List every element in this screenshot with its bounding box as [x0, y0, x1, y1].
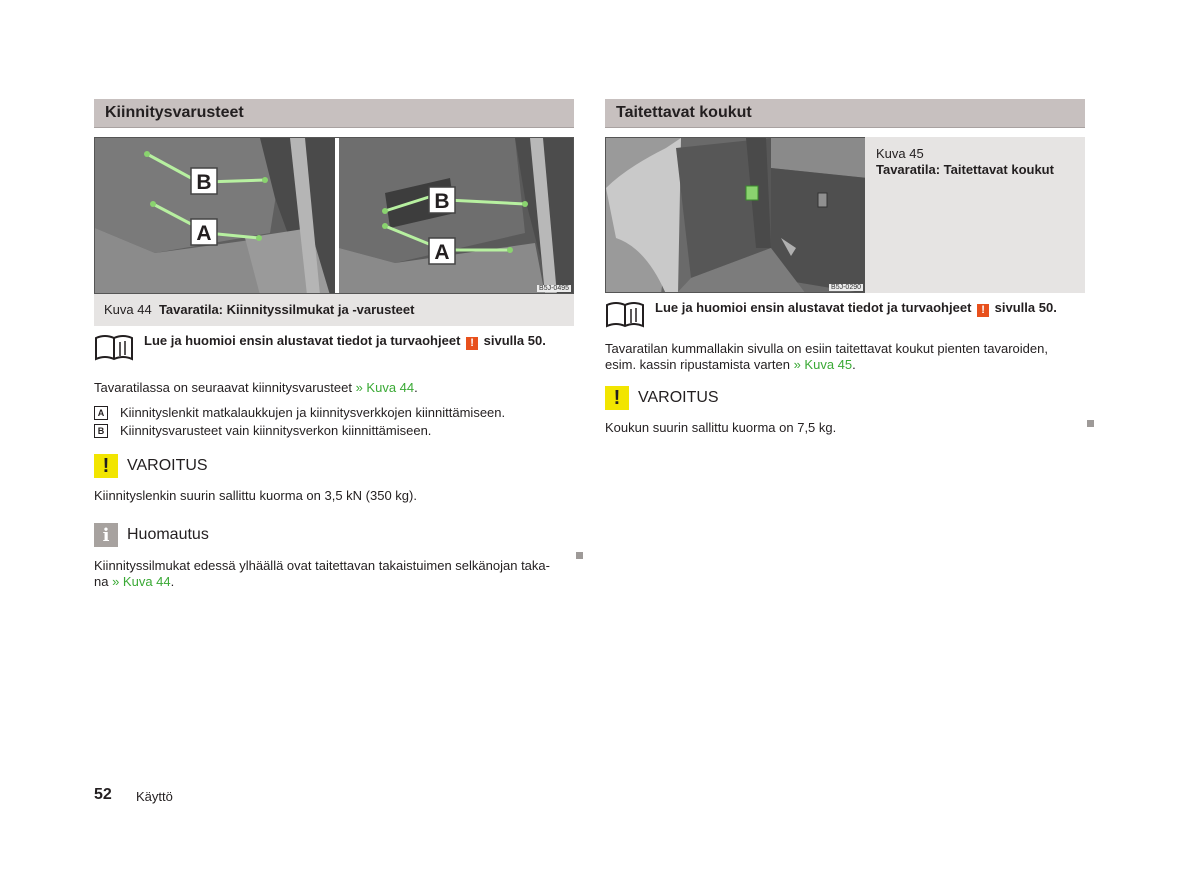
info-icon: i	[94, 523, 118, 547]
figure-code: B5J-0290	[831, 284, 861, 291]
caption-number: Kuva 45	[876, 146, 924, 161]
caption-title: Tavaratila: Kiinnityssilmukat ja -varusteet	[158, 302, 415, 317]
section-end-marker	[576, 552, 583, 559]
warning-box	[605, 386, 1085, 410]
figure-caption	[865, 137, 1085, 293]
page-number: 52	[94, 786, 112, 803]
note-text: Kiinnityssilmukat edessä ylhäällä ovat taitettavan takaistuimen selkänojan taka- na » Kuva 44.	[94, 558, 550, 589]
label-b-right	[429, 187, 455, 213]
figure-link[interactable]: » Kuva 44	[355, 380, 415, 395]
section-heading: Kiinnitysvarusteet	[94, 99, 574, 128]
figure-link[interactable]: » Kuva 45	[793, 357, 853, 372]
warning-text: Koukun suurin sallittu kuorma on 7,5 kg.	[605, 420, 837, 435]
equipment-list	[94, 404, 574, 440]
note-box	[94, 523, 574, 547]
read-first-note	[94, 334, 574, 362]
label-a-left	[191, 219, 217, 245]
caption-title: Tavaratila: Taitettavat koukut	[876, 162, 1054, 177]
svg-text:A: A	[434, 241, 450, 264]
warning-title: VAROITUS	[127, 457, 208, 474]
read-first-note	[605, 301, 1085, 329]
list-item	[94, 422, 574, 440]
note-title: Huomautus	[127, 526, 209, 543]
left-column	[94, 99, 574, 590]
figure-44	[94, 137, 574, 326]
book-icon	[94, 334, 134, 362]
right-column	[605, 99, 1085, 436]
label-b-left	[191, 168, 217, 194]
list-text: Kiinnitysvarusteet vain kiinnitysverkon kiinnittämiseen.	[120, 423, 432, 438]
caption-number: Kuva 44	[104, 302, 152, 317]
svg-text:B: B	[196, 171, 212, 194]
book-icon	[605, 301, 645, 329]
note-text: Lue ja huomioi ensin alustavat tiedot ja turvaohjeet	[655, 300, 972, 315]
note-text: Lue ja huomioi ensin alustavat tiedot ja turvaohjeet	[144, 333, 461, 348]
chapter-name: Käyttö	[136, 789, 173, 804]
section-heading: Taitettavat koukut	[605, 99, 1085, 128]
list-key: A	[94, 406, 108, 420]
figure-code: B5J-0495	[539, 285, 569, 292]
intro-paragraph: Tavaratilan kummallakin sivulla on esiin taitettavat koukut pienten tavaroiden, esim. kassin ripustamista varten » Kuva 45.	[605, 341, 1048, 372]
section-end-marker	[1087, 420, 1094, 427]
warning-mark-icon: !	[466, 337, 478, 350]
svg-text:B: B	[434, 190, 450, 213]
warning-box	[94, 454, 574, 478]
note-page-ref[interactable]: sivulla 50.	[994, 300, 1057, 315]
label-a-right	[429, 238, 455, 264]
list-item	[94, 404, 574, 422]
list-text: Kiinnityslenkit matkalaukkujen ja kiinnitysverkkojen kiinnittämiseen.	[120, 405, 506, 420]
warning-mark-icon: !	[977, 304, 989, 317]
intro-paragraph: Tavaratilassa on seuraavat kiinnitysvarusteet » Kuva 44.	[94, 380, 418, 395]
warning-title: VAROITUS	[638, 389, 719, 406]
figure-caption	[94, 294, 574, 326]
note-page-ref[interactable]: sivulla 50.	[483, 333, 546, 348]
warning-text: Kiinnityslenkin suurin sallittu kuorma on 3,5 kN (350 kg).	[94, 488, 417, 503]
warning-icon: !	[94, 454, 118, 478]
list-key: B	[94, 424, 108, 438]
svg-text:A: A	[196, 222, 212, 245]
figure-45-image	[605, 137, 866, 293]
folding-hook-illustration	[606, 138, 866, 293]
figure-45	[605, 137, 1085, 293]
figure-link[interactable]: » Kuva 44	[112, 574, 171, 589]
warning-icon: !	[605, 386, 629, 410]
trunk-illustration	[95, 138, 574, 294]
figure-44-image	[94, 137, 574, 294]
